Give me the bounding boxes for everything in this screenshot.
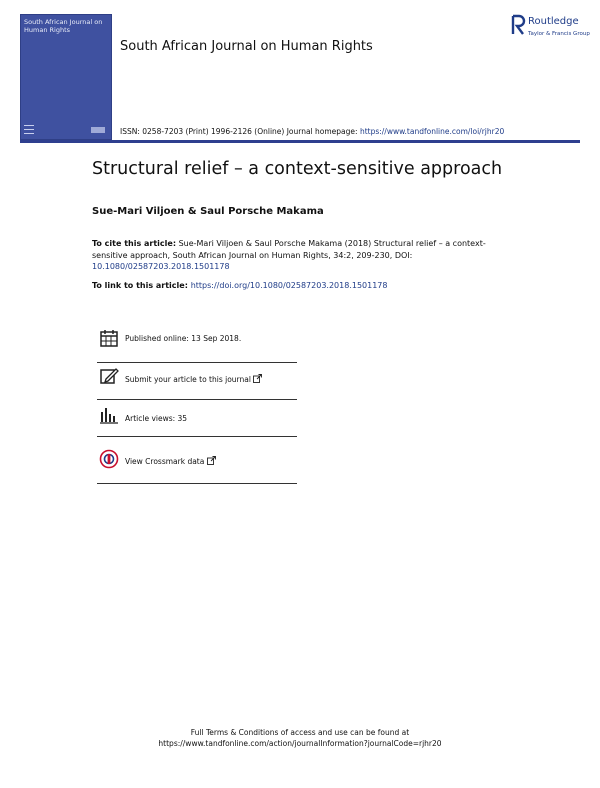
citation-doi-link[interactable]: 10.1080/02587203.2018.1501178 [92, 262, 230, 271]
citation-label: To cite this article: [92, 239, 177, 248]
external-link-icon [253, 374, 262, 383]
routledge-logo [510, 14, 590, 46]
issn-text: ISSN: 0258-7203 (Print) 1996-2126 (Online) Journal homepage: [120, 127, 360, 136]
cover-decoration [24, 125, 34, 137]
article-doi-url[interactable]: https://doi.org/10.1080/02587203.2018.1501178 [190, 281, 388, 290]
cover-publisher-mark [91, 127, 105, 133]
terms-line-1: Full Terms & Conditions of access and use can be found at [190, 728, 410, 737]
citation-text: Sue-Mari Viljoen & Saul Porsche Makama (2018) Structural relief – a context-sensitive approach, South African Journal on Human Rights, 34:2, 209-230, DOI: [92, 239, 486, 260]
terms-url[interactable]: https://www.tandfonline.com/action/journalInformation?journalCode=rjhr20 [158, 739, 442, 748]
journal-homepage-link[interactable]: https://www.tandfonline.com/loi/rjhr20 [359, 127, 505, 136]
published-online-text: Published online: 13 Sep 2018. [125, 334, 242, 343]
link-label: To link to this article: [92, 281, 191, 290]
crossmark-link[interactable] [125, 456, 216, 466]
citation-block [92, 238, 492, 273]
terms-footer [0, 727, 600, 749]
journal-title: South African Journal on Human Rights [120, 39, 373, 54]
article-authors: Sue-Mari Viljoen & Saul Porsche Makama [92, 206, 324, 217]
publisher-tagline: Taylor & Francis Group [528, 31, 590, 37]
published-online-row [97, 326, 297, 363]
submit-article-link[interactable] [125, 374, 262, 384]
submit-article-text: Submit your article to this journal [125, 375, 251, 384]
external-link-icon [207, 456, 216, 465]
publisher-name: Routledge [528, 16, 579, 27]
cover-title: South African Journal on Human Rights [24, 18, 103, 34]
article-views-row [97, 400, 297, 437]
header-divider [20, 140, 580, 143]
article-title: Structural relief – a context-sensitive approach [92, 159, 503, 179]
calendar-icon [99, 328, 119, 348]
crossmark-text: View Crossmark data [125, 457, 205, 466]
edit-icon [99, 366, 119, 386]
routledge-r-icon [510, 14, 526, 36]
bar-chart-icon [99, 406, 119, 426]
crossmark-row[interactable] [97, 447, 297, 484]
article-views-text: Article views: 35 [125, 414, 188, 423]
crossmark-icon [99, 449, 119, 469]
issn-line [120, 127, 504, 136]
journal-cover-thumbnail [20, 14, 112, 140]
submit-article-row[interactable] [97, 363, 297, 400]
article-link-line [92, 281, 388, 290]
